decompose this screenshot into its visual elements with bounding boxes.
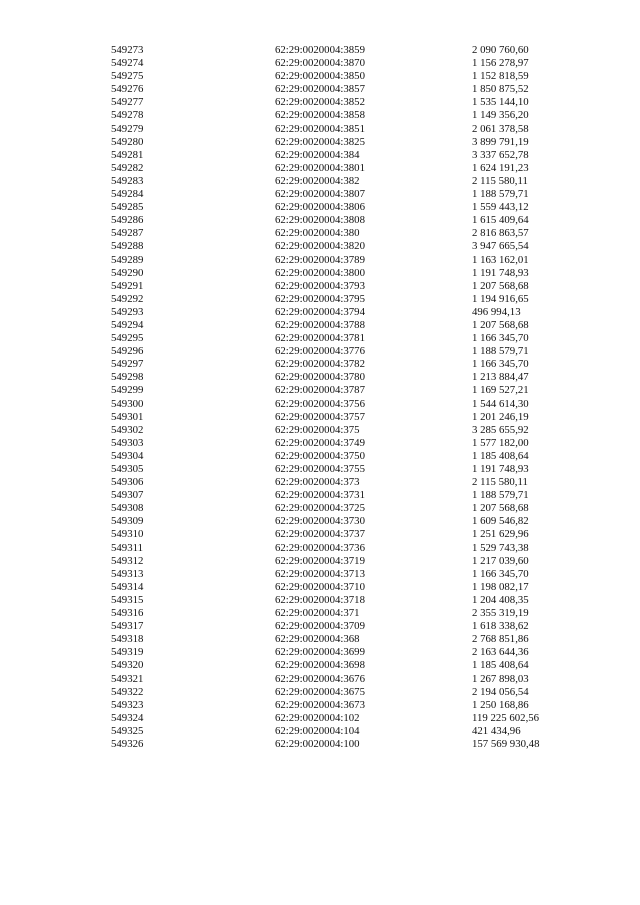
row-number: 549302 — [111, 423, 144, 436]
table-row — [0, 725, 640, 738]
cadastral-number: 62:29:0020004:3795 — [275, 292, 365, 305]
cadastral-number: 62:29:0020004:3825 — [275, 135, 365, 148]
row-number: 549289 — [111, 253, 144, 266]
table-row — [0, 699, 640, 712]
row-number: 549305 — [111, 463, 144, 475]
table-row — [0, 57, 640, 70]
table-row — [0, 633, 640, 646]
row-number: 549308 — [111, 502, 144, 515]
value-amount: 1 188 579,71 — [472, 489, 529, 502]
table-row — [0, 398, 640, 411]
row-number: 549287 — [111, 227, 144, 240]
value-amount: 1 152 818,59 — [472, 70, 529, 83]
table-row — [0, 738, 640, 751]
row-number: 549273 — [111, 44, 144, 56]
cadastral-number: 62:29:0020004:3698 — [275, 659, 365, 672]
row-number: 549318 — [111, 633, 144, 646]
row-number: 549306 — [111, 476, 144, 489]
table-row — [0, 646, 640, 659]
row-number: 549315 — [111, 593, 144, 606]
table-row — [0, 109, 640, 122]
row-number: 549325 — [111, 724, 144, 737]
row-number: 549313 — [111, 567, 144, 580]
row-number: 549279 — [111, 122, 144, 135]
table-row — [0, 437, 640, 450]
cadastral-number: 62:29:0020004:3782 — [275, 358, 365, 371]
table-row — [0, 267, 640, 280]
row-number: 549321 — [111, 672, 144, 685]
cadastral-number: 62:29:0020004:3870 — [275, 57, 365, 70]
value-amount: 1 185 408,64 — [472, 659, 529, 672]
cadastral-number: 62:29:0020004:104 — [275, 724, 360, 737]
table-row — [0, 240, 640, 253]
value-amount: 157 569 930,48 — [472, 737, 540, 750]
cadastral-number: 62:29:0020004:3673 — [275, 698, 365, 711]
cadastral-number: 62:29:0020004:3789 — [275, 253, 365, 266]
value-amount: 1 198 082,17 — [472, 580, 529, 593]
table-row — [0, 96, 640, 109]
row-number: 549293 — [111, 305, 144, 318]
table-row — [0, 254, 640, 267]
cadastral-number: 62:29:0020004:3709 — [275, 620, 365, 633]
cadastral-number: 62:29:0020004:3808 — [275, 214, 365, 227]
cadastral-number: 62:29:0020004:384 — [275, 148, 360, 161]
row-number: 549294 — [111, 318, 144, 331]
cadastral-number: 62:29:0020004:3852 — [275, 96, 365, 109]
table-row — [0, 149, 640, 162]
value-amount: 1 529 743,38 — [472, 541, 529, 554]
table-row — [0, 515, 640, 528]
cadastral-number: 62:29:0020004:3749 — [275, 436, 365, 449]
value-amount: 3 947 665,54 — [472, 240, 529, 253]
cadastral-number: 62:29:0020004:373 — [275, 476, 360, 489]
value-amount: 1 166 345,70 — [472, 358, 529, 371]
row-number: 549326 — [111, 737, 144, 750]
cadastral-number: 62:29:0020004:3718 — [275, 593, 365, 606]
cadastral-number: 62:29:0020004:375 — [275, 423, 360, 436]
value-amount: 1 618 338,62 — [472, 620, 529, 633]
value-amount: 2 115 580,11 — [472, 174, 528, 187]
row-number: 549291 — [111, 279, 144, 292]
value-amount: 1 207 568,68 — [472, 318, 529, 331]
row-number: 549276 — [111, 83, 144, 96]
cadastral-number: 62:29:0020004:3699 — [275, 646, 365, 659]
value-amount: 421 434,96 — [472, 724, 521, 737]
value-amount: 496 994,13 — [472, 305, 521, 318]
value-amount: 3 337 652,78 — [472, 148, 529, 161]
value-amount: 1 544 614,30 — [472, 397, 529, 410]
cadastral-number: 62:29:0020004:3737 — [275, 528, 365, 541]
table-row — [0, 620, 640, 633]
value-amount: 1 185 408,64 — [472, 449, 529, 462]
table-row — [0, 502, 640, 515]
table-row — [0, 463, 640, 476]
table-row — [0, 345, 640, 358]
table-row — [0, 411, 640, 424]
cadastral-number: 62:29:0020004:382 — [275, 174, 360, 187]
row-number: 549286 — [111, 214, 144, 227]
cadastral-number: 62:29:0020004:3719 — [275, 554, 365, 567]
table-row — [0, 384, 640, 397]
table-row — [0, 424, 640, 437]
cadastral-number: 62:29:0020004:3755 — [275, 463, 365, 475]
value-amount: 1 166 345,70 — [472, 567, 529, 580]
cadastral-number: 62:29:0020004:3776 — [275, 345, 365, 358]
table-row — [0, 686, 640, 699]
row-number: 549312 — [111, 554, 144, 567]
table-row — [0, 319, 640, 332]
row-number: 549319 — [111, 646, 144, 659]
value-amount: 3 899 791,19 — [472, 135, 529, 148]
row-number: 549309 — [111, 515, 144, 528]
cadastral-number: 62:29:0020004:3757 — [275, 410, 365, 423]
table-row — [0, 358, 640, 371]
cadastral-number: 62:29:0020004:3806 — [275, 201, 365, 214]
value-amount: 1 615 409,64 — [472, 214, 529, 227]
table-row — [0, 332, 640, 345]
cadastral-number: 62:29:0020004:3857 — [275, 83, 365, 96]
row-number: 549323 — [111, 698, 144, 711]
cadastral-number: 62:29:0020004:102 — [275, 711, 360, 724]
table-row — [0, 123, 640, 136]
table-row — [0, 162, 640, 175]
value-amount: 1 577 182,00 — [472, 436, 529, 449]
row-number: 549278 — [111, 109, 144, 122]
cadastral-number: 62:29:0020004:3736 — [275, 541, 365, 554]
value-amount: 1 251 629,96 — [472, 528, 529, 541]
cadastral-number: 62:29:0020004:3794 — [275, 305, 365, 318]
value-amount: 1 191 748,93 — [472, 266, 529, 279]
table-row — [0, 542, 640, 555]
value-amount: 1 169 527,21 — [472, 384, 529, 397]
value-amount: 1 850 875,52 — [472, 83, 529, 96]
value-amount: 1 191 748,93 — [472, 463, 529, 475]
row-number: 549285 — [111, 201, 144, 214]
table-row — [0, 594, 640, 607]
row-number: 549295 — [111, 332, 144, 345]
row-number: 549280 — [111, 135, 144, 148]
value-amount: 1 267 898,03 — [472, 672, 529, 685]
cadastral-number: 62:29:0020004:3730 — [275, 515, 365, 528]
cadastral-number: 62:29:0020004:3859 — [275, 44, 365, 56]
table-row — [0, 175, 640, 188]
value-amount: 1 204 408,35 — [472, 593, 529, 606]
data-table — [0, 44, 640, 751]
table-row — [0, 214, 640, 227]
cadastral-number: 62:29:0020004:368 — [275, 633, 360, 646]
row-number: 549275 — [111, 70, 144, 83]
value-amount: 2 355 319,19 — [472, 607, 529, 620]
cadastral-number: 62:29:0020004:3731 — [275, 489, 365, 502]
cadastral-number: 62:29:0020004:3710 — [275, 580, 365, 593]
cadastral-number: 62:29:0020004:3851 — [275, 122, 365, 135]
row-number: 549281 — [111, 148, 144, 161]
row-number: 549283 — [111, 174, 144, 187]
row-number: 549311 — [111, 541, 143, 554]
row-number: 549292 — [111, 292, 144, 305]
value-amount: 1 188 579,71 — [472, 345, 529, 358]
cadastral-number: 62:29:0020004:3676 — [275, 672, 365, 685]
value-amount: 1 213 884,47 — [472, 371, 529, 384]
value-amount: 1 156 278,97 — [472, 57, 529, 70]
table-row — [0, 568, 640, 581]
table-row — [0, 528, 640, 541]
row-number: 549310 — [111, 528, 144, 541]
cadastral-number: 62:29:0020004:3807 — [275, 188, 365, 201]
value-amount: 2 816 863,57 — [472, 227, 529, 240]
row-number: 549304 — [111, 449, 144, 462]
row-number: 549307 — [111, 489, 144, 502]
value-amount: 1 250 168,86 — [472, 698, 529, 711]
value-amount: 2 061 378,58 — [472, 122, 529, 135]
cadastral-number: 62:29:0020004:3780 — [275, 371, 365, 384]
table-row — [0, 673, 640, 686]
row-number: 549297 — [111, 358, 144, 371]
cadastral-number: 62:29:0020004:100 — [275, 737, 360, 750]
value-amount: 1 535 144,10 — [472, 96, 529, 109]
value-amount: 1 163 162,01 — [472, 253, 529, 266]
value-amount: 1 166 345,70 — [472, 332, 529, 345]
table-row — [0, 83, 640, 96]
table-row — [0, 136, 640, 149]
value-amount: 1 188 579,71 — [472, 188, 529, 201]
cadastral-number: 62:29:0020004:3787 — [275, 384, 365, 397]
cadastral-number: 62:29:0020004:3850 — [275, 70, 365, 83]
table-row — [0, 201, 640, 214]
value-amount: 2 163 644,36 — [472, 646, 529, 659]
row-number: 549284 — [111, 188, 144, 201]
row-number: 549301 — [111, 410, 144, 423]
row-number: 549314 — [111, 580, 144, 593]
value-amount: 1 217 039,60 — [472, 554, 529, 567]
value-amount: 1 207 568,68 — [472, 279, 529, 292]
value-amount: 2 115 580,11 — [472, 476, 528, 489]
cadastral-number: 62:29:0020004:3713 — [275, 567, 365, 580]
cadastral-number: 62:29:0020004:3725 — [275, 502, 365, 515]
row-number: 549288 — [111, 240, 144, 253]
value-amount: 1 149 356,20 — [472, 109, 529, 122]
cadastral-number: 62:29:0020004:371 — [275, 607, 360, 620]
table-row — [0, 188, 640, 201]
cadastral-number: 62:29:0020004:3793 — [275, 279, 365, 292]
table-row — [0, 607, 640, 620]
value-amount: 1 559 443,12 — [472, 201, 529, 214]
table-row — [0, 306, 640, 319]
cadastral-number: 62:29:0020004:3750 — [275, 449, 365, 462]
cadastral-number: 62:29:0020004:3858 — [275, 109, 365, 122]
table-row — [0, 555, 640, 568]
row-number: 549300 — [111, 397, 144, 410]
row-number: 549298 — [111, 371, 144, 384]
cadastral-number: 62:29:0020004:380 — [275, 227, 360, 240]
cadastral-number: 62:29:0020004:3800 — [275, 266, 365, 279]
table-row — [0, 227, 640, 240]
row-number: 549274 — [111, 57, 144, 70]
cadastral-number: 62:29:0020004:3781 — [275, 332, 365, 345]
row-number: 549290 — [111, 266, 144, 279]
value-amount: 2 768 851,86 — [472, 633, 529, 646]
table-row — [0, 712, 640, 725]
row-number: 549316 — [111, 607, 144, 620]
row-number: 549324 — [111, 711, 144, 724]
row-number: 549277 — [111, 96, 144, 109]
cadastral-number: 62:29:0020004:3675 — [275, 685, 365, 698]
value-amount: 3 285 655,92 — [472, 423, 529, 436]
value-amount: 2 090 760,60 — [472, 44, 529, 56]
cadastral-number: 62:29:0020004:3788 — [275, 318, 365, 331]
row-number: 549317 — [111, 620, 144, 633]
value-amount: 2 194 056,54 — [472, 685, 529, 698]
table-row — [0, 293, 640, 306]
value-amount: 1 194 916,65 — [472, 292, 529, 305]
row-number: 549322 — [111, 685, 144, 698]
table-row — [0, 659, 640, 672]
value-amount: 1 609 546,82 — [472, 515, 529, 528]
table-row — [0, 476, 640, 489]
value-amount: 1 201 246,19 — [472, 410, 529, 423]
cadastral-number: 62:29:0020004:3820 — [275, 240, 365, 253]
table-row — [0, 44, 640, 57]
value-amount: 1 624 191,23 — [472, 161, 529, 174]
value-amount: 1 207 568,68 — [472, 502, 529, 515]
table-row — [0, 581, 640, 594]
cadastral-number: 62:29:0020004:3756 — [275, 397, 365, 410]
table-row — [0, 450, 640, 463]
row-number: 549282 — [111, 161, 144, 174]
row-number: 549296 — [111, 345, 144, 358]
cadastral-number: 62:29:0020004:3801 — [275, 161, 365, 174]
row-number: 549299 — [111, 384, 144, 397]
row-number: 549303 — [111, 436, 144, 449]
table-row — [0, 371, 640, 384]
table-row — [0, 489, 640, 502]
table-row — [0, 280, 640, 293]
table-row — [0, 70, 640, 83]
row-number: 549320 — [111, 659, 144, 672]
value-amount: 119 225 602,56 — [472, 711, 540, 724]
